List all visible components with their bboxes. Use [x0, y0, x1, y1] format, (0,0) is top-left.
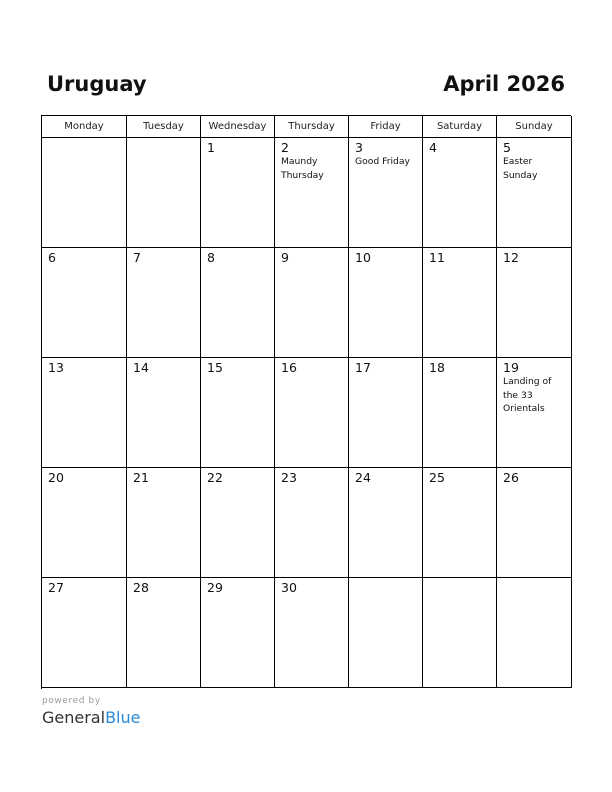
day-number: 24 [355, 470, 371, 485]
day-number: 4 [429, 140, 437, 155]
day-number: 20 [48, 470, 64, 485]
day-cell [497, 468, 572, 578]
day-number: 11 [429, 250, 445, 265]
day-number: 1 [207, 140, 215, 155]
day-number: 21 [133, 470, 149, 485]
weekday-header-thursday: Thursday [275, 116, 349, 138]
month-title: April 2026 [443, 72, 565, 96]
day-cell [42, 248, 127, 358]
day-cell [497, 138, 572, 248]
day-cell [42, 138, 127, 248]
day-cell [349, 468, 423, 578]
holiday-label: Landing of the 33 Orientals [503, 376, 552, 414]
day-cell [423, 468, 497, 578]
day-number: 6 [48, 250, 56, 265]
holiday-label: Good Friday [355, 156, 410, 167]
day-number: 8 [207, 250, 215, 265]
day-number: 26 [503, 470, 519, 485]
weekday-header-sunday: Sunday [497, 116, 572, 138]
calendar-grid [41, 115, 571, 689]
day-cell [423, 358, 497, 468]
powered-by-label: powered by [42, 696, 101, 706]
day-number: 12 [503, 250, 519, 265]
weekday-header-saturday: Saturday [423, 116, 497, 138]
day-cell [201, 138, 275, 248]
day-number: 22 [207, 470, 223, 485]
footer [42, 696, 140, 728]
day-number: 15 [207, 360, 223, 375]
day-cell [201, 248, 275, 358]
weekday-header-monday: Monday [42, 116, 127, 138]
day-cell [275, 468, 349, 578]
day-number: 2 [281, 140, 289, 155]
day-cell [349, 138, 423, 248]
day-cell [201, 468, 275, 578]
day-cell [423, 248, 497, 358]
day-cell [349, 578, 423, 688]
day-number: 16 [281, 360, 297, 375]
day-number: 18 [429, 360, 445, 375]
day-number: 7 [133, 250, 141, 265]
day-cell [423, 138, 497, 248]
day-cell [275, 578, 349, 688]
day-number: 9 [281, 250, 289, 265]
day-cell [349, 358, 423, 468]
weekday-header-tuesday: Tuesday [127, 116, 201, 138]
day-number: 10 [355, 250, 371, 265]
weekday-header-wednesday: Wednesday [201, 116, 275, 138]
day-number: 3 [355, 140, 363, 155]
generalblue-logo[interactable] [42, 708, 140, 728]
day-number: 28 [133, 580, 149, 595]
day-cell [497, 358, 572, 468]
day-cell [42, 578, 127, 688]
day-cell [127, 138, 201, 248]
day-cell [127, 468, 201, 578]
day-cell [497, 578, 572, 688]
day-number: 27 [48, 580, 64, 595]
day-cell [201, 358, 275, 468]
day-cell [349, 248, 423, 358]
day-number: 19 [503, 360, 519, 375]
day-number: 25 [429, 470, 445, 485]
day-cell [127, 358, 201, 468]
day-cell [127, 248, 201, 358]
day-cell [127, 578, 201, 688]
day-cell [42, 468, 127, 578]
brand-general-text: General [42, 708, 106, 727]
day-cell [275, 248, 349, 358]
day-number: 29 [207, 580, 223, 595]
day-cell [275, 358, 349, 468]
country-title: Uruguay [47, 72, 147, 96]
day-cell [497, 248, 572, 358]
holiday-label: Easter Sunday [503, 156, 538, 181]
brand-blue-text: Blue [105, 708, 141, 727]
day-cell [423, 578, 497, 688]
day-number: 14 [133, 360, 149, 375]
day-cell [201, 578, 275, 688]
day-number: 17 [355, 360, 371, 375]
day-number: 30 [281, 580, 297, 595]
day-cell [275, 138, 349, 248]
holiday-label: Maundy Thursday [281, 156, 324, 181]
day-number: 23 [281, 470, 297, 485]
day-cell [42, 358, 127, 468]
day-number: 13 [48, 360, 64, 375]
day-number: 5 [503, 140, 511, 155]
weekday-header-friday: Friday [349, 116, 423, 138]
